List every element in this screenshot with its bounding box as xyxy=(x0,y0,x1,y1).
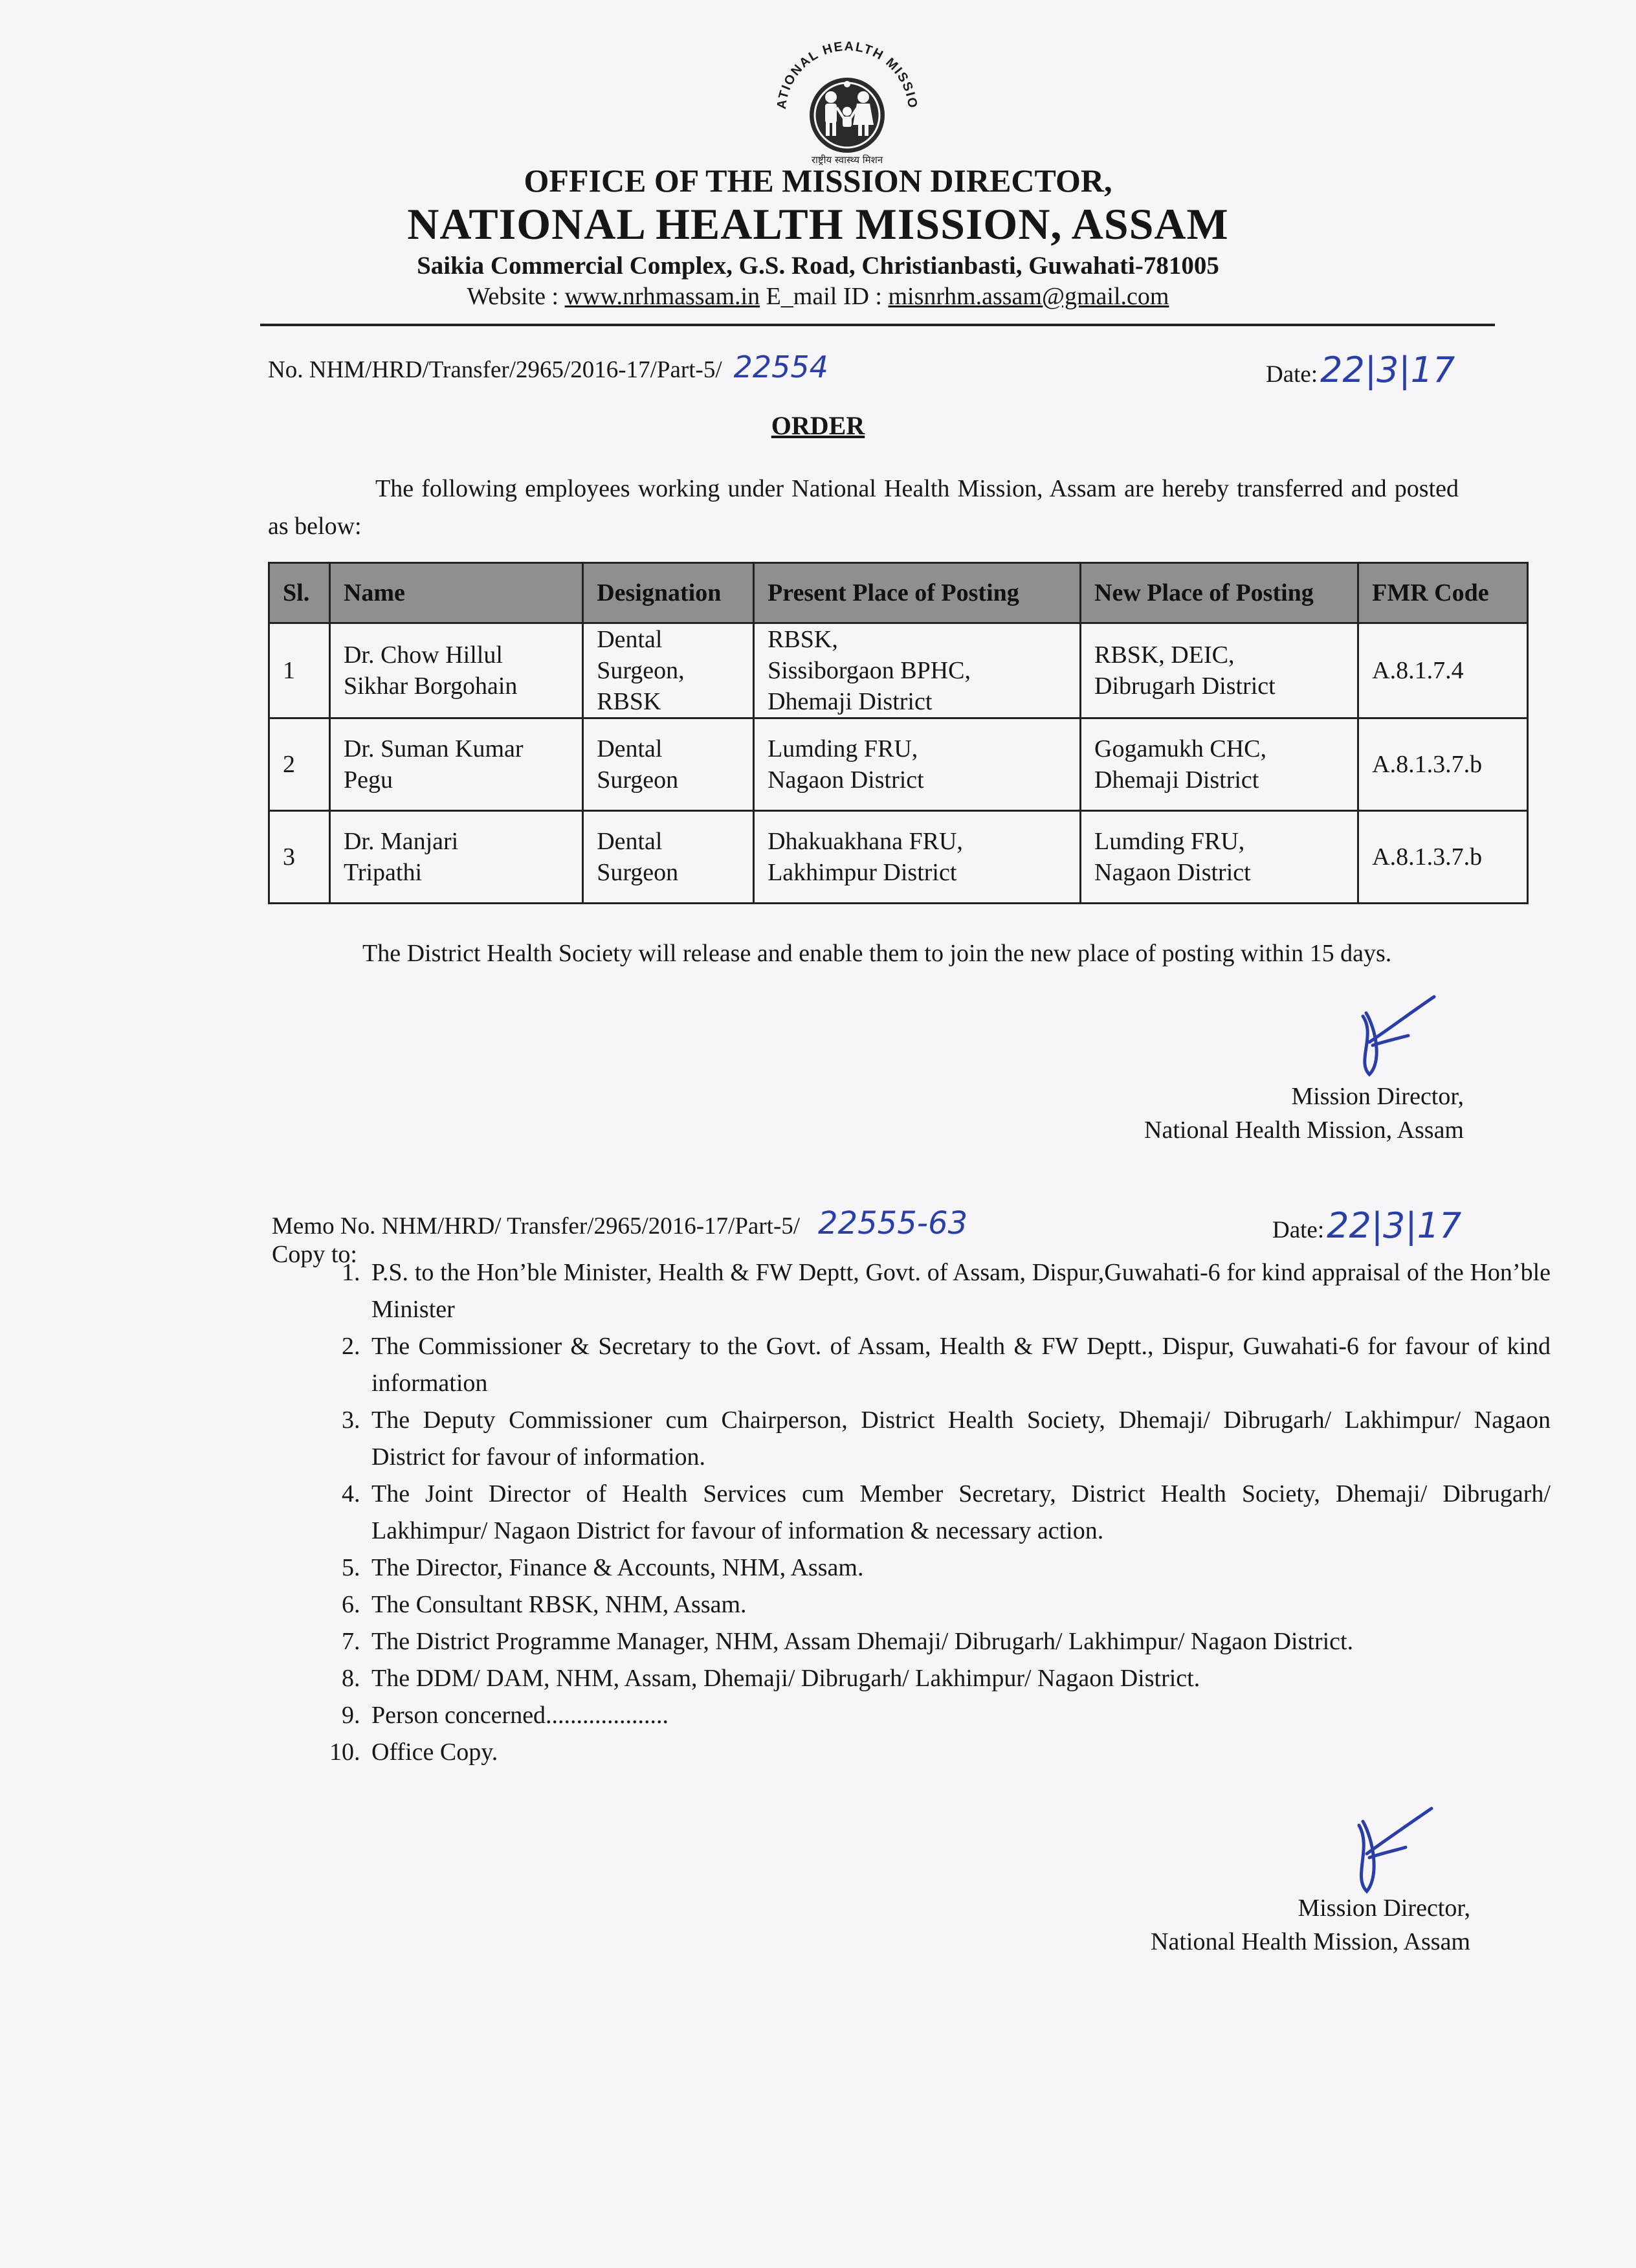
memo-signatory xyxy=(971,1891,1470,1959)
list-item: 4. The Joint Director of Health Services cum Member Secretary, District Health Society, Dhemaji/ Dibrugarh/ Lakhimpur/ Nagaon District for favour of information & necessary action. xyxy=(366,1476,1551,1550)
memo-ref-no: Memo No. NHM/HRD/ Transfer/2965/2016-17/Part-5/ xyxy=(272,1213,801,1240)
col-header-present-posting: Present Place of Posting xyxy=(754,563,1081,623)
cell-present-posting: Lumding FRU, Nagaon District xyxy=(754,718,1081,811)
order-signatory-org: National Health Mission, Assam xyxy=(1144,1117,1464,1144)
memo-date-label: Date: xyxy=(1272,1217,1325,1243)
memo-signatory-title: Mission Director, xyxy=(1298,1895,1470,1922)
col-header-name: Name xyxy=(329,563,582,623)
memo-signatory-org: National Health Mission, Assam xyxy=(1151,1928,1470,1955)
cell-new-posting: RBSK, DEIC, Dibrugarh District xyxy=(1081,623,1358,718)
cell-fmr-code: A.8.1.7.4 xyxy=(1358,623,1528,718)
address: Saikia Commercial Complex, G.S. Road, Christianbasti, Guwahati-781005 xyxy=(417,252,1219,280)
table-row xyxy=(269,718,1528,811)
cell-name: Dr. Chow Hillul Sikhar Borgohain xyxy=(329,623,582,718)
contact-line xyxy=(0,282,1636,311)
list-item: 10. Office Copy. xyxy=(366,1734,1551,1771)
order-date-label: Date: xyxy=(1266,361,1318,388)
table-row xyxy=(269,811,1528,904)
list-item: 5. The Director, Finance & Accounts, NHM, Assam. xyxy=(366,1550,1551,1586)
signature-mark xyxy=(1333,1799,1450,1896)
website-link[interactable]: www.nrhmassam.in xyxy=(564,283,760,310)
list-item: 8. The DDM/ DAM, NHM, Assam, Dhemaji/ Dibrugarh/ Lakhimpur/ Nagaon District. xyxy=(366,1660,1551,1697)
list-item: 6. The Consultant RBSK, NHM, Assam. xyxy=(366,1586,1551,1623)
order-intro: The following employees working under National Health Mission, Assam are hereby transferred and posted as below: xyxy=(268,475,1459,540)
table-header-row xyxy=(269,563,1528,623)
cell-sl: 3 xyxy=(269,811,330,904)
cell-sl: 2 xyxy=(269,718,330,811)
header-divider xyxy=(260,324,1495,326)
nhm-logo xyxy=(760,25,934,166)
col-header-designation: Designation xyxy=(583,563,754,623)
order-ref-handwritten: 22554 xyxy=(733,350,828,384)
cell-present-posting: Dhakuakhana FRU, Lakhimpur District xyxy=(754,811,1081,904)
org-name: NATIONAL HEALTH MISSION, ASSAM xyxy=(407,199,1229,249)
cell-designation: Dental Surgeon xyxy=(583,811,754,904)
cell-new-posting: Lumding FRU, Nagaon District xyxy=(1081,811,1358,904)
order-title: ORDER xyxy=(771,411,865,440)
list-item: 1. P.S. to the Hon’ble Minister, Health & FW Deptt, Govt. of Assam, Dispur,Guwahati-6 for kind appraisal of the Hon’ble Minister xyxy=(366,1254,1551,1328)
cell-new-posting: Gogamukh CHC, Dhemaji District xyxy=(1081,718,1358,811)
logo-bottom-text: राष्ट्रीय स्वास्थ्य मिशन xyxy=(811,154,883,166)
memo-date-handwritten: 22|3|17 xyxy=(1327,1205,1462,1246)
logo-ring-text: ATIONAL HEALTH MISSIO xyxy=(774,39,920,110)
memo-ref-handwritten: 22555-63 xyxy=(818,1205,968,1241)
col-header-fmr-code: FMR Code xyxy=(1358,563,1528,623)
cell-name: Dr. Suman Kumar Pegu xyxy=(329,718,582,811)
list-item: 3. The Deputy Commissioner cum Chairperson, District Health Society, Dhemaji/ Dibrugarh/ Lakhimpur/ Nagaon District for favour of information. xyxy=(366,1402,1551,1476)
list-item: 2. The Commissioner & Secretary to the Govt. of Assam, Health & FW Deptt., Dispur, Guwahati-6 for favour of kind information xyxy=(366,1328,1551,1402)
memo-date xyxy=(1272,1205,1461,1246)
website-label: Website : xyxy=(467,283,565,310)
copy-recipients-list xyxy=(304,1254,1551,1771)
cell-designation: Dental Surgeon xyxy=(583,718,754,811)
table-row xyxy=(269,623,1528,718)
order-date-handwritten: 22|3|17 xyxy=(1320,350,1455,390)
cell-fmr-code: A.8.1.3.7.b xyxy=(1358,718,1528,811)
order-date xyxy=(1266,350,1455,390)
cell-designation: Dental Surgeon, RBSK xyxy=(583,623,754,718)
cell-present-posting: RBSK, Sissiborgaon BPHC, Dhemaji District xyxy=(754,623,1081,718)
cell-sl: 1 xyxy=(269,623,330,718)
order-signatory-title: Mission Director, xyxy=(1291,1083,1464,1110)
list-item: 9. Person concerned.................... xyxy=(366,1697,1551,1734)
office-line: OFFICE OF THE MISSION DIRECTOR, xyxy=(524,162,1112,199)
order-ref-line xyxy=(268,350,828,384)
signature-mark xyxy=(1337,990,1454,1081)
col-header-sl: Sl. xyxy=(269,563,330,623)
memo-ref-line xyxy=(272,1205,967,1241)
col-header-new-posting: New Place of Posting xyxy=(1081,563,1358,623)
order-signatory xyxy=(971,1080,1464,1147)
transfer-table xyxy=(268,562,1529,904)
email-link[interactable]: misnrhm.assam@gmail.com xyxy=(888,283,1169,310)
list-item: 7. The District Programme Manager, NHM, Assam Dhemaji/ Dibrugarh/ Lakhimpur/ Nagaon District. xyxy=(366,1623,1551,1660)
cell-name: Dr. Manjari Tripathi xyxy=(329,811,582,904)
cell-fmr-code: A.8.1.3.7.b xyxy=(1358,811,1528,904)
copy-to-label: Copy to: xyxy=(272,1241,357,1268)
release-instruction: The District Health Society will release and enable them to join the new place of posting within 15 days. xyxy=(362,940,1392,967)
order-ref-no: No. NHM/HRD/Transfer/2965/2016-17/Part-5/ xyxy=(268,357,722,383)
email-label: E_mail ID : xyxy=(760,283,889,310)
